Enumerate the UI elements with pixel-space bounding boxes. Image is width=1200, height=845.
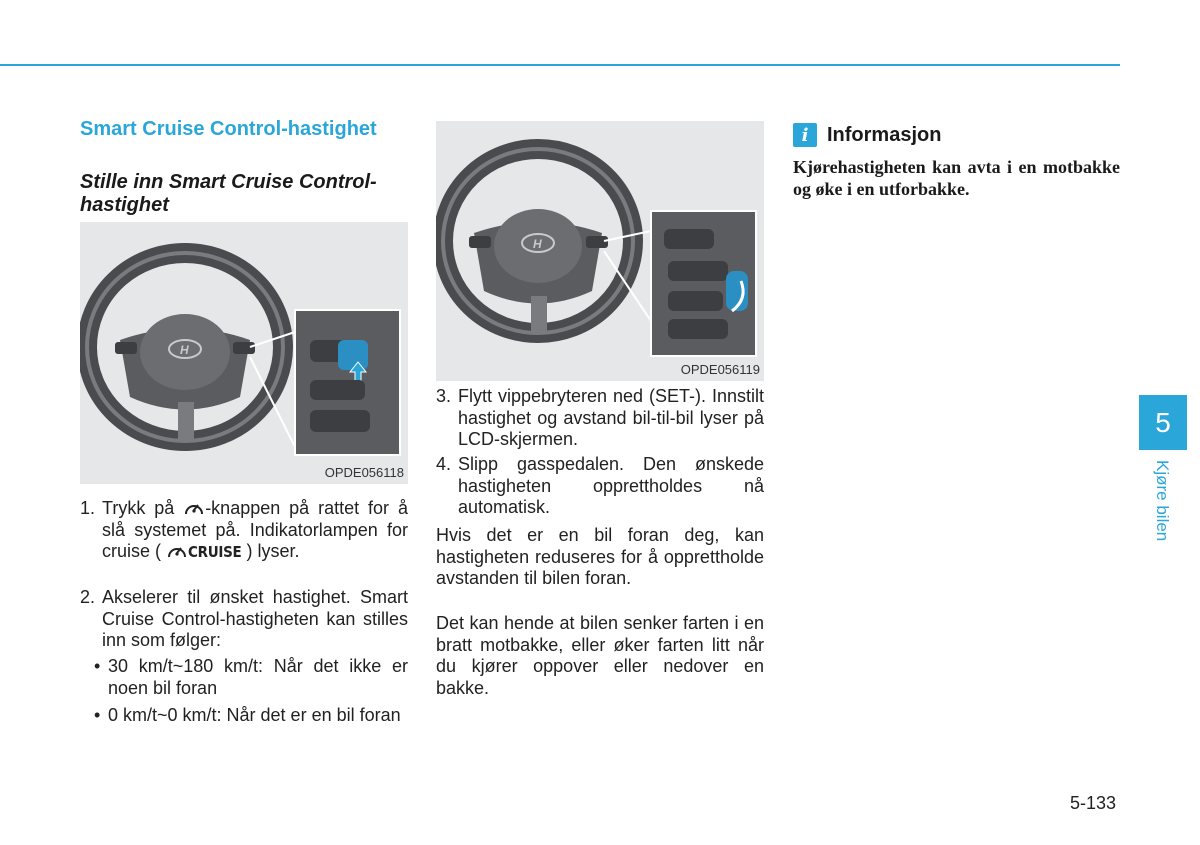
step-number: 1. [80,498,96,518]
section-subtitle: Stille inn Smart Cruise Control-hastighet [80,171,377,216]
steering-wheel-figure-1 [80,222,408,484]
section-title: Smart Cruise Control-hastighet [80,118,377,140]
chapter-label-tab [1150,460,1180,560]
step-text: Slipp gasspedalen. Den ønskede hastigheten opprettholdes nå automatisk. [458,454,764,517]
step-text [102,498,408,564]
cruise-indicator-label: CRUISE [188,543,242,561]
info-icon: i [793,123,817,147]
svg-text:H: H [533,237,542,251]
top-rule [0,64,1120,66]
step-1 [80,498,408,564]
bullet-dot: • [94,705,101,725]
step-1-tail: ) lyser. [246,541,300,561]
paragraph: Hvis det er en bil foran deg, kan hastigheten reduseres for å opprettholde avstanden til bilen foran. [436,525,764,588]
step-3 [436,386,764,451]
figure-code: OPDE056119 [680,362,760,377]
step-number: 2. [80,587,96,607]
step-text: Akselerer til ønsket hastighet. Smart Cruise Control-hastigheten kan stilles inn som følger: [102,587,408,650]
cruise-indicator-icon [166,542,188,562]
info-title: Informasjon [827,123,942,146]
step-number: 3. [436,386,452,406]
step-4 [436,454,764,519]
info-text: Kjørehastigheten kan avta i en motbakke og øke i en utforbakke. [793,157,1120,199]
steering-wheel-illustration [80,222,408,484]
chapter-number-tab: 5 [1139,395,1187,450]
svg-text:H: H [180,343,189,357]
bullet-item [94,656,408,699]
info-heading [793,123,941,147]
cruise-control-icon [183,499,205,519]
step-1-pre: Trykk på [102,498,175,518]
bullet-text: 0 km/t~0 km/t: Når det er en bil foran [108,705,401,725]
bullet-dot: • [94,656,101,676]
chapter-label: Kjøre bilen [1153,460,1172,542]
step-1-post: -knappen på rattet for å slå systemet på. Indikatorlampen for cruise ( [102,498,408,561]
page-number: 5-133 [1069,793,1116,813]
bullet-text: 30 km/t~180 km/t: Når det ikke er noen bil foran [108,656,408,698]
step-2 [80,587,408,652]
step-text: Flytt vippebryteren ned (SET-). Innstilt hastighet og avstand bil-til-bil lyser på LCD-skjermen. [458,386,764,449]
steering-wheel-illustration [436,121,764,381]
bullet-item [94,705,408,727]
paragraph: Det kan hende at bilen senker farten i en bratt motbakke, eller øker farten litt når du kjører oppover eller nedover en bakke. [436,613,764,698]
steering-wheel-figure-2 [436,121,764,381]
figure-code: OPDE056118 [324,465,404,480]
step-number: 4. [436,454,452,474]
